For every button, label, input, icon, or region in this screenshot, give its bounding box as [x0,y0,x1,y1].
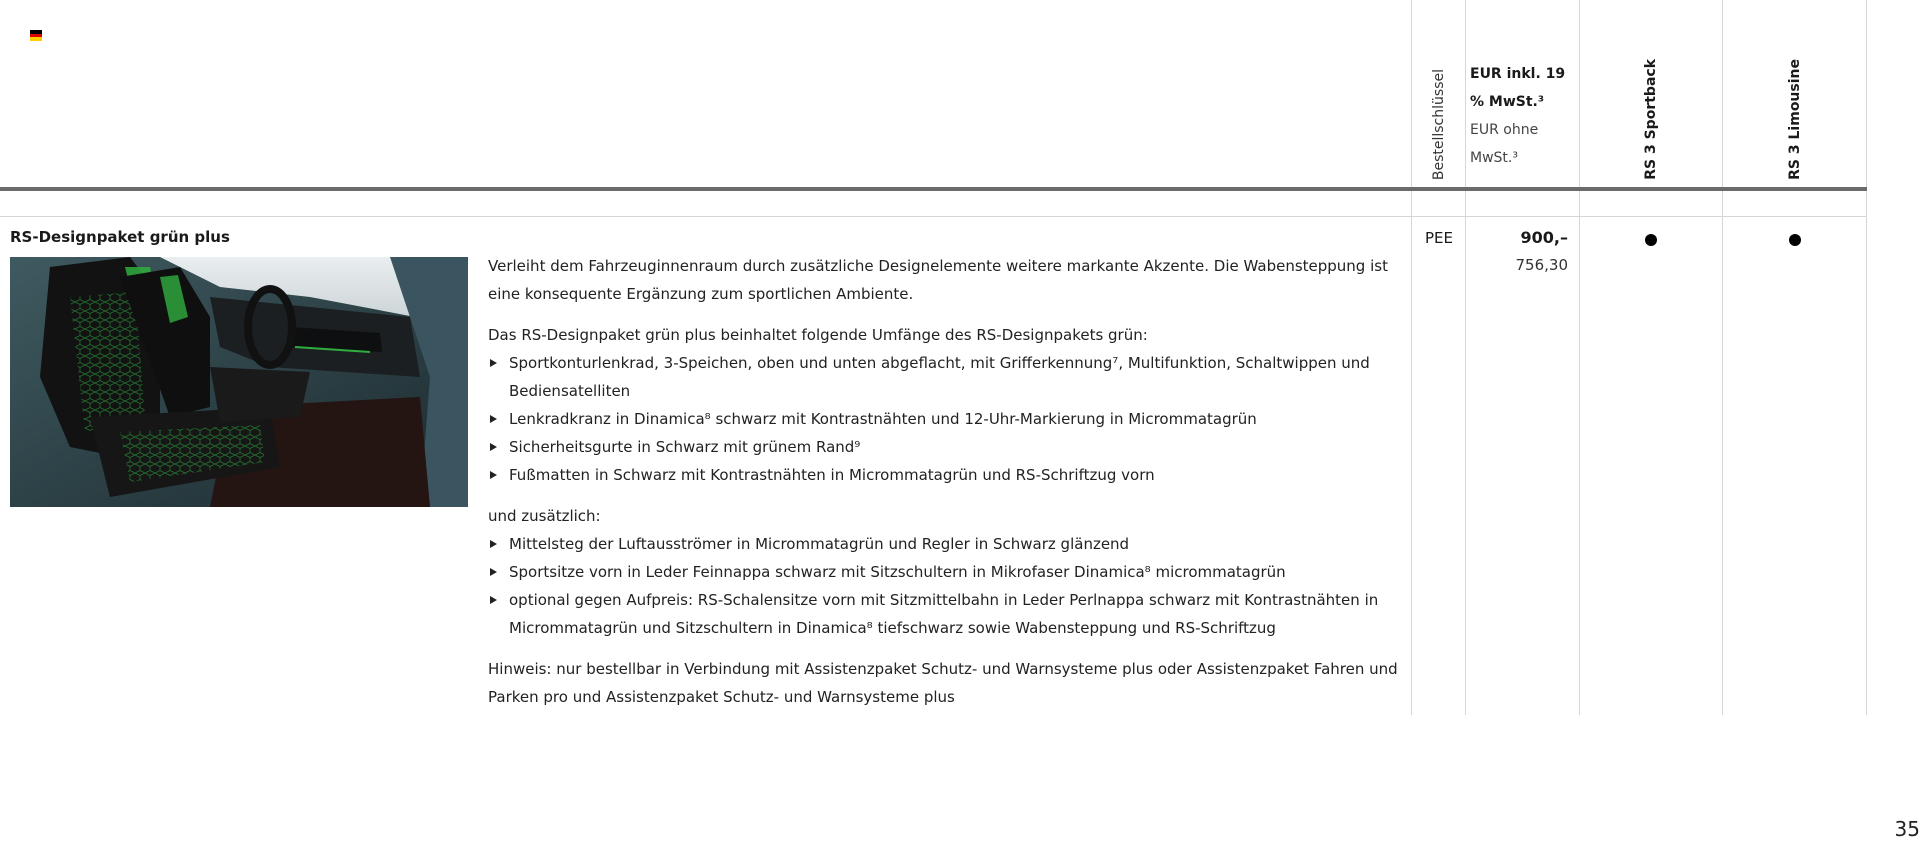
triangle-bullet-icon [490,471,497,479]
intro-text: Verleiht dem Fahrzeuginnenraum durch zusätzliche Designelemente weitere markante Akzente. Die Wabensteppung ist eine konsequente Ergänzung zum sportlichen Ambiente. [488,257,1388,303]
triangle-bullet-icon [490,415,497,423]
price-header [1470,60,1580,172]
row-rule [0,216,1867,217]
page-number: 35 [1894,817,1920,841]
item-title: RS-Designpaket grün plus [10,228,230,246]
column-divider [1866,0,1867,715]
item-description [488,252,1400,724]
additional-heading: und zusätzlich: [488,507,601,525]
order-key-header: Bestellschlüssel [1431,68,1447,180]
product-image-interior [10,257,468,507]
triangle-bullet-icon [490,359,497,367]
price-net: 756,30 [1515,256,1568,274]
price-net-label: EUR ohne MwSt.³ [1470,122,1539,166]
price-gross-label: EUR inkl. 19 % MwSt.³ [1470,66,1566,110]
availability-dot-sportback [1645,234,1657,246]
includes-heading: Das RS-Designpaket grün plus beinhaltet folgende Umfänge des RS-Designpakets grün: [488,326,1148,344]
german-flag-icon [30,30,42,41]
order-code: PEE [1425,229,1454,247]
availability-dot-limousine [1789,234,1801,246]
price-gross: 900,– [1520,228,1568,247]
column-divider [1722,0,1723,715]
list-item: Fußmatten in Schwarz mit Kontrastnähten in Micrommatagrün und RS-Schriftzug vorn [488,461,1400,489]
column-divider [1411,0,1412,715]
additional-list [488,530,1400,642]
header-rule [0,187,1867,191]
list-item: Mittelsteg der Luftausströmer in Micrommatagrün und Regler in Schwarz glänzend [488,530,1400,558]
includes-list [488,349,1400,489]
triangle-bullet-icon [490,596,497,604]
model-header-sportback: RS 3 Sportback [1643,59,1659,180]
column-divider [1465,0,1466,715]
list-item: optional gegen Aufpreis: RS-Schalensitze vorn mit Sitzmittelbahn in Leder Perlnappa schwarz mit Kontrastnähten in Micrommatagrün und Sitzschultern in Dinamica⁸ tiefschwarz sowie Wabensteppung und RS-Schriftzug [488,586,1400,642]
note-text: Hinweis: nur bestellbar in Verbindung mit Assistenzpaket Schutz- und Warnsysteme plus oder Assistenzpaket Fahren und Parken pro und Assistenzpaket Schutz- und Warnsysteme plus [488,660,1398,706]
triangle-bullet-icon [490,568,497,576]
list-item: Lenkradkranz in Dinamica⁸ schwarz mit Kontrastnähten und 12-Uhr-Markierung in Micrommatagrün [488,405,1400,433]
list-item: Sicherheitsgurte in Schwarz mit grünem Rand⁹ [488,433,1400,461]
model-header-limousine: RS 3 Limousine [1787,59,1803,180]
list-item: Sportkonturlenkrad, 3-Speichen, oben und unten abgeflacht, mit Grifferkennung⁷, Multifunktion, Schaltwippen und Bediensatelliten [488,349,1400,405]
triangle-bullet-icon [490,443,497,451]
list-item: Sportsitze vorn in Leder Feinnappa schwarz mit Sitzschultern in Mikrofaser Dinamica⁸ micrommatagrün [488,558,1400,586]
triangle-bullet-icon [490,540,497,548]
